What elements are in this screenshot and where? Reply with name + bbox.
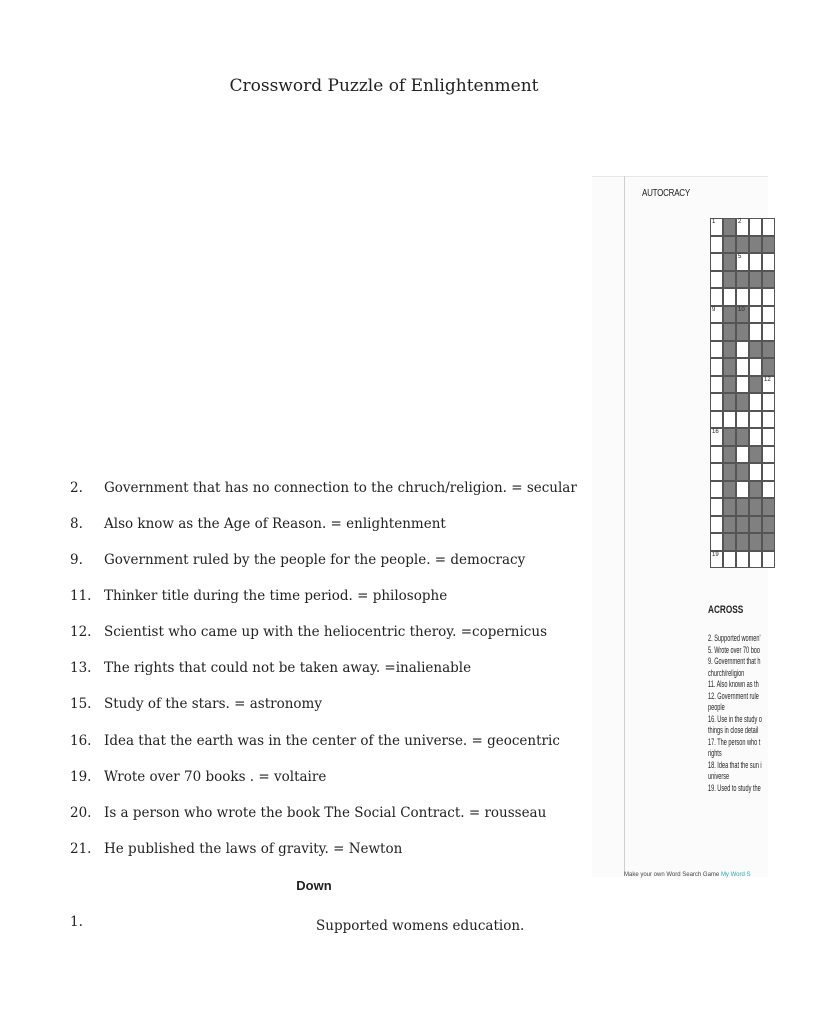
clue-number: 16.	[70, 733, 92, 749]
grid-cell	[762, 253, 775, 271]
clue-number: 21.	[70, 841, 92, 857]
across-clue: people	[708, 702, 725, 712]
down-clue-number: 1.	[70, 914, 83, 930]
grid-cell	[762, 463, 775, 481]
grid-cell	[723, 218, 736, 236]
across-clue: 11. Also known as th	[708, 679, 759, 689]
clue-item	[70, 805, 546, 821]
grid-cell	[710, 428, 723, 446]
panel-footer-text: Make your own Word Search Game	[624, 872, 721, 878]
grid-cell	[723, 376, 736, 394]
grid-cell	[749, 218, 762, 236]
grid-cell	[736, 288, 749, 306]
grid-cell	[749, 428, 762, 446]
across-clue: universe	[708, 771, 730, 781]
clue-item	[70, 516, 446, 532]
grid-cell	[749, 463, 762, 481]
grid-cell	[762, 271, 775, 289]
clue-item	[70, 552, 525, 568]
clue-text: Is a person who wrote the book The Social Contract. = rousseau	[104, 805, 547, 821]
clue-number: 2.	[70, 480, 83, 496]
grid-cell	[736, 551, 749, 569]
clue-item	[70, 624, 547, 640]
grid-cell	[736, 306, 749, 324]
grid-cell	[749, 306, 762, 324]
panel-label: AUTOCRACY	[642, 188, 690, 199]
grid-cell	[723, 481, 736, 499]
panel-divider	[624, 176, 625, 876]
grid-cell	[762, 533, 775, 551]
clue-number: 8.	[70, 516, 83, 532]
grid-cell	[749, 271, 762, 289]
clue-number: 15.	[70, 696, 92, 712]
grid-cell	[710, 393, 723, 411]
grid-cell	[710, 323, 723, 341]
grid-cell	[710, 481, 723, 499]
grid-cell	[710, 551, 723, 569]
grid-cell	[723, 236, 736, 254]
grid-cell	[710, 446, 723, 464]
grid-cell	[762, 236, 775, 254]
clue-text: Study of the stars. = astronomy	[104, 696, 322, 712]
clue-item	[70, 660, 471, 676]
grid-cell	[710, 411, 723, 429]
grid-cell	[736, 463, 749, 481]
grid-cell	[736, 358, 749, 376]
grid-cell-number: 12	[764, 376, 771, 383]
grid-cell	[736, 253, 749, 271]
grid-cell-number: 9	[712, 306, 716, 313]
across-clue: 12. Government rule	[708, 690, 759, 701]
panel-footer	[624, 872, 751, 878]
clue-number: 11.	[70, 588, 92, 604]
grid-cell	[723, 516, 736, 534]
clue-number: 20.	[70, 805, 92, 821]
grid-cell	[736, 533, 749, 551]
grid-cell	[736, 393, 749, 411]
grid-cell	[749, 551, 762, 569]
grid-cell	[762, 341, 775, 359]
across-clue: 19. Used to study the	[708, 782, 761, 793]
grid-cell	[723, 358, 736, 376]
down-heading: Down	[296, 878, 332, 893]
grid-cell	[710, 236, 723, 254]
grid-cell	[736, 323, 749, 341]
grid-cell	[723, 411, 736, 429]
clue-item	[70, 841, 402, 857]
grid-cell	[710, 218, 723, 236]
grid-cell	[710, 253, 723, 271]
grid-cell	[749, 376, 762, 394]
grid-cell	[723, 446, 736, 464]
across-heading: ACROSS	[708, 604, 744, 616]
grid-cell	[710, 288, 723, 306]
grid-cell	[762, 446, 775, 464]
across-clue-list	[708, 633, 832, 794]
across-clue: 18. Idea that the sun i	[708, 759, 762, 770]
page-title: Crossword Puzzle of Enlightenment	[229, 76, 539, 96]
across-clue: 16. Use in the study o	[708, 713, 762, 724]
grid-cell	[736, 376, 749, 394]
grid-cell	[723, 428, 736, 446]
clue-text: Idea that the earth was in the center of the universe. = geocentric	[104, 733, 560, 749]
grid-cell	[710, 498, 723, 516]
grid-cell	[736, 481, 749, 499]
grid-cell-number: 1	[712, 219, 716, 225]
clue-text: He published the laws of gravity. = Newton	[104, 841, 403, 857]
clue-text: The rights that could not be taken away. =inalienable	[104, 660, 472, 676]
grid-cell	[749, 393, 762, 411]
grid-cell	[762, 358, 775, 376]
clue-text: Government that has no connection to the chruch/religion. = secular	[104, 480, 577, 496]
grid-cell	[749, 253, 762, 271]
grid-cell	[762, 428, 775, 446]
grid-cell	[749, 358, 762, 376]
grid-cell	[723, 498, 736, 516]
grid-cell	[736, 341, 749, 359]
grid-cell	[723, 288, 736, 306]
grid-cell	[736, 516, 749, 534]
clue-number: 13.	[70, 660, 92, 676]
across-clue: 2. Supported women'	[708, 633, 761, 643]
grid-cell	[749, 446, 762, 464]
grid-cell	[762, 393, 775, 411]
clue-text: Scientist who came up with the heliocentric theroy. =copernicus	[104, 624, 547, 640]
grid-cell	[749, 481, 762, 499]
clue-item	[70, 733, 560, 749]
grid-cell	[762, 498, 775, 516]
grid-cell	[723, 306, 736, 324]
grid-cell-number: 2	[738, 219, 742, 225]
down-clue-text: Supported womens education.	[316, 918, 525, 934]
grid-cell	[723, 341, 736, 359]
across-clue: 5. Wrote over 70 boo	[708, 644, 761, 655]
grid-cell	[723, 393, 736, 411]
grid-cell	[736, 446, 749, 464]
grid-cell	[710, 341, 723, 359]
grid-cell	[710, 516, 723, 534]
grid-cell-number: 5	[738, 254, 742, 260]
grid-cell	[723, 271, 736, 289]
clue-text: Wrote over 70 books . = voltaire	[104, 769, 327, 785]
grid-cell	[710, 533, 723, 551]
clue-text: Government ruled by the people for the people. = democracy	[104, 552, 526, 568]
grid-cell	[723, 463, 736, 481]
across-clue: rights	[708, 748, 722, 758]
grid-cell	[723, 253, 736, 271]
clue-number: 19.	[70, 769, 92, 785]
clue-item	[70, 480, 577, 496]
clue-text: Thinker title during the time period. = philosophe	[104, 588, 448, 604]
grid-cell	[736, 428, 749, 446]
panel-footer-link[interactable]: My Word S	[720, 872, 751, 878]
grid-cell	[723, 323, 736, 341]
across-clue: 17. The person who t	[708, 736, 761, 747]
grid-cell	[762, 481, 775, 499]
grid-cell	[749, 341, 762, 359]
grid-cell	[762, 516, 775, 534]
grid-cell	[723, 533, 736, 551]
grid-cell	[749, 288, 762, 306]
grid-cell	[710, 271, 723, 289]
grid-cell	[749, 323, 762, 341]
grid-cell	[710, 306, 723, 324]
grid-cell-number: 10	[738, 306, 745, 313]
grid-cell-number: 19	[712, 551, 719, 558]
grid-cell	[736, 411, 749, 429]
grid-cell	[710, 358, 723, 376]
grid-cell	[762, 411, 775, 429]
grid-cell	[749, 533, 762, 551]
grid-cell	[749, 498, 762, 516]
grid-cell	[749, 516, 762, 534]
grid-cell	[723, 551, 736, 569]
across-clue: 9. Government that h	[708, 656, 761, 666]
clue-number: 9.	[70, 552, 83, 568]
grid-cell	[749, 411, 762, 429]
grid-cell	[762, 306, 775, 324]
clue-text: Also know as the Age of Reason. = enlightenment	[104, 516, 446, 532]
clue-item	[70, 696, 322, 712]
grid-cell	[710, 376, 723, 394]
across-clue: church/religion	[708, 667, 745, 678]
grid-cell	[762, 376, 775, 394]
grid-cell	[736, 271, 749, 289]
grid-cell	[710, 463, 723, 481]
clue-item	[70, 769, 326, 785]
clue-item	[70, 588, 447, 604]
grid-cell	[749, 236, 762, 254]
clue-number: 12.	[70, 624, 92, 640]
across-clue: things in close detail	[708, 725, 759, 735]
grid-cell	[736, 498, 749, 516]
grid-cell	[762, 218, 775, 236]
grid-cell	[736, 218, 749, 236]
grid-cell-number: 16	[712, 429, 719, 435]
grid-cell	[736, 236, 749, 254]
grid-cell	[762, 288, 775, 306]
grid-cell	[762, 551, 775, 569]
grid-cell	[762, 323, 775, 341]
